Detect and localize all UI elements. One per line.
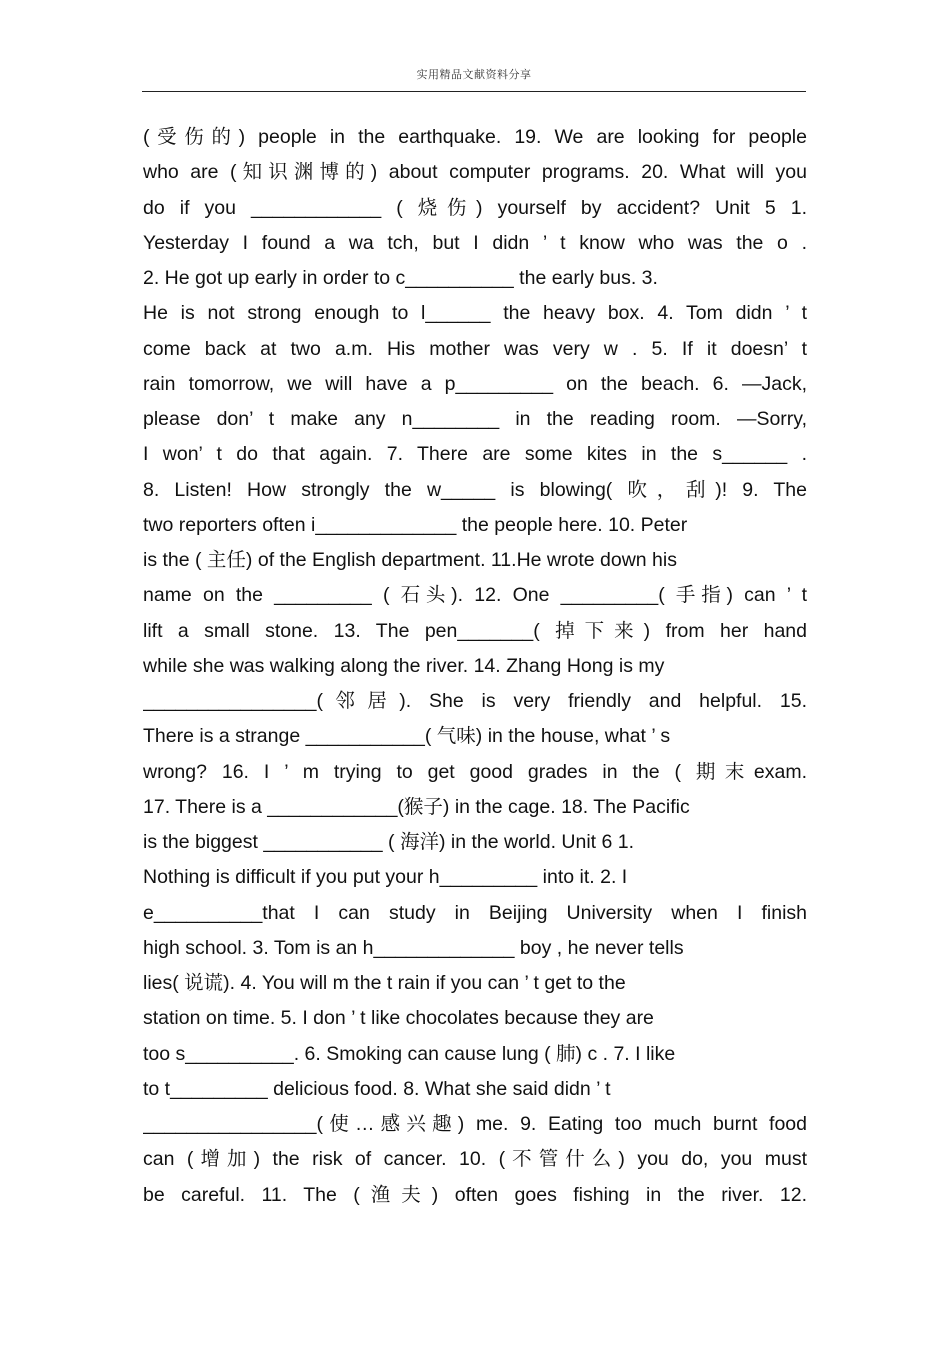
- text-line: do if you ____________ ( 烧伤) yourself by accident? Unit 5 1.: [143, 196, 807, 219]
- text-line: He is not strong enough to l______ the heavy box. 4. Tom didn ’ t: [143, 302, 807, 325]
- text-line: come back at two a.m. His mother was very w . 5. If it doesn’ t: [143, 337, 807, 360]
- text-line: who are (知识渊博的) about computer programs. 20. What will you: [143, 161, 807, 184]
- text-line: high school. 3. Tom is an h_____________ boy , he never tells: [143, 936, 684, 959]
- text-line: to t_________ delicious food. 8. What she said didn ’ t: [143, 1077, 611, 1100]
- text-line: two reporters often i_____________ the people here. 10. Peter: [143, 513, 688, 536]
- text-line: (受伤的) people in the earthquake. 19. We are looking for people: [143, 126, 807, 148]
- text-line: lies( 说谎). 4. You will m the t rain if you can ’ t get to the: [143, 972, 626, 994]
- text-line: please don’ t make any n________ in the reading room. —Sorry,: [143, 408, 807, 430]
- text-line: name on the _________ ( 石头). 12. One _________( 手指) can ’ t: [143, 584, 807, 607]
- text-line: ________________(使…感兴趣) me. 9. Eating too much burnt food: [143, 1113, 807, 1135]
- text-line: is the biggest ___________ ( 海洋) in the world. Unit 6 1.: [143, 831, 635, 853]
- header-divider: [142, 91, 806, 92]
- text-line: ________________(邻居). She is very friendly and helpful. 15.: [143, 690, 807, 712]
- document-body: [143, 120, 807, 1213]
- text-line: 8. Listen! How strongly the w_____ is blowing( 吹，刮)! 9. The: [143, 478, 807, 501]
- text-line: too s__________. 6. Smoking can cause lung ( 肺) c . 7. I like: [143, 1042, 676, 1065]
- text-line: rain tomorrow, we will have a p_________ on the beach. 6. —Jack,: [143, 372, 807, 395]
- text-line: station on time. 5. I don ’ t like chocolates because they are: [143, 1007, 654, 1030]
- text-line: Yesterday I found a wa tch, but I didn ’ t know who was the o .: [143, 231, 807, 254]
- text-line: wrong? 16. I ’ m trying to get good grades in the ( 期末exam.: [143, 760, 807, 783]
- text-line: Nothing is difficult if you put your h_________ into it. 2. I: [143, 866, 628, 889]
- text-line: can (增加) the risk of cancer. 10. (不管什么) you do, you must: [143, 1148, 807, 1171]
- text-line: while she was walking along the river. 14. Zhang Hong is my: [143, 654, 665, 677]
- text-line: 2. He got up early in order to c__________ the early bus. 3.: [143, 267, 658, 289]
- text-line: be careful. 11. The (渔夫) often goes fishing in the river. 12.: [143, 1183, 807, 1206]
- text-line: is the ( 主任) of the English department. 11.He wrote down his: [143, 549, 677, 571]
- text-line: e__________that I can study in Beijing University when I finish: [143, 901, 807, 924]
- text-line: lift a small stone. 13. The pen_______( 掉下来) from her hand: [143, 619, 807, 642]
- text-line: 17. There is a ____________(猴子) in the cage. 18. The Pacific: [143, 795, 690, 818]
- page-header-title: 实用精品文献资料分享: [416, 68, 532, 81]
- text-line: I won’ t do that again. 7. There are some kites in the s______ .: [143, 443, 807, 466]
- text-line: There is a strange ___________( 气味) in the house, what ’ s: [143, 725, 671, 748]
